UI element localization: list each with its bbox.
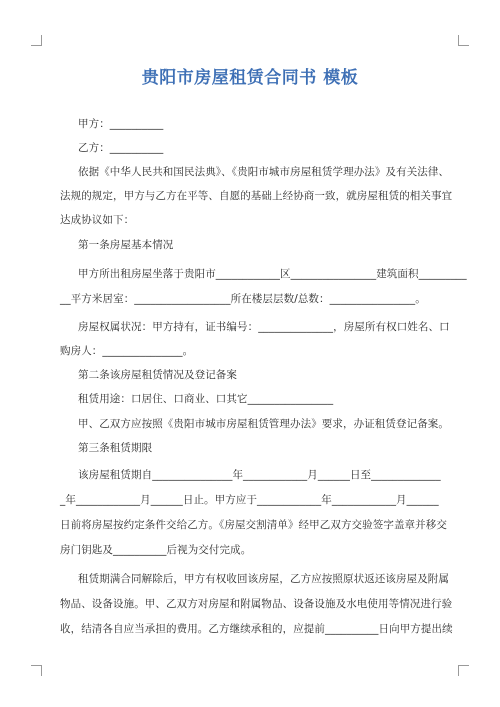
- paragraph-line: 租赁用途：口居住、口商业、口其它________________: [78, 393, 334, 405]
- section-heading: 第二条该房屋租赁情况及登记备案: [78, 369, 237, 381]
- document-title: 贵阳市房屋租赁合同书 模板: [141, 68, 359, 88]
- crop-mark-bottom-left: [31, 665, 42, 676]
- section-heading: 第一条房屋基本情况: [78, 239, 174, 251]
- crop-mark-bottom-right: [458, 665, 469, 676]
- crop-mark-top-right: [458, 35, 469, 46]
- paragraph-line: 日前将房屋按约定条件交给乙方。《房屋交割清单》经甲乙双方交验签字盖章并移交: [60, 519, 447, 531]
- paragraph-line: 依据《中华人民共和国民法典》、《贵阳市城市房屋租赁学理办法》及有关法律、: [78, 166, 450, 178]
- paragraph-line: 购房人：_______________。: [60, 345, 194, 357]
- crop-mark-top-left: [31, 35, 42, 46]
- party-a-line: 甲方：__________: [78, 118, 164, 130]
- paragraph-line: 达成协议如下：: [60, 214, 135, 226]
- paragraph-line: __平方米居室：__________________所在楼层层数/总数：________________。: [60, 293, 426, 305]
- paragraph-line: 法规的规定，甲方与乙方在平等、自愿的基础上经协商一致，就房屋租赁的相关事宜: [60, 190, 453, 202]
- paragraph-line: 收，结清各自应当承担的费用。乙方继续承租的，应提前__________日向甲方提出续: [60, 623, 453, 635]
- paragraph-line: 房屋权属状况：甲方持有，证书编号：______________，房屋所有权口姓名、口: [78, 321, 450, 333]
- paragraph-line: 该房屋租赁期自_______________年____________月______日至_____________: [78, 469, 441, 481]
- paragraph-line: 物品、设备设施。甲、乙双方对房屋和附属物品、设备设施及水电使用等情况进行验: [60, 598, 453, 610]
- paragraph-line: 甲方所出租房屋坐落于贵阳市____________区________________建筑面积_________: [78, 268, 467, 280]
- party-b-line: 乙方：__________: [78, 142, 164, 154]
- paragraph-line: _年____________月______日止。甲方应于____________年____________月______: [60, 494, 439, 506]
- section-heading: 第三条租赁期限: [78, 442, 153, 454]
- paragraph-line: 租赁期满合同解除后，甲方有权收回该房屋，乙方应按照原状返还该房屋及附属: [78, 573, 449, 585]
- paragraph-line: 甲、乙双方应按照《贵阳市城市房屋租赁管理办法》要求，办证租赁登记备案。: [78, 418, 449, 430]
- paragraph-line: 房门钥匙及__________后视为交付完成。: [60, 544, 252, 556]
